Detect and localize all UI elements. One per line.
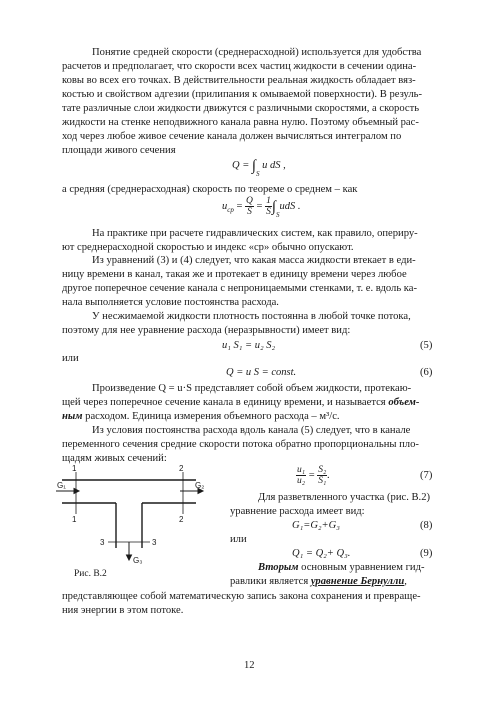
- para4-line2: поэтому для нее уравнение расхода (неразрывности) имеет вид:: [62, 325, 351, 336]
- equation-7: $\frac{\text{u₁}}{\text{u₂}}$ = $\frac{\text{S₂}}{\text{S₁}}$ .: [297, 465, 330, 486]
- equation-q-integral: [232, 158, 286, 178]
- equation-9-number: (9): [420, 548, 433, 559]
- para1-line4: костью и свойством адгезии (прилипания к омываемой поверхности). В резуль-: [62, 89, 423, 100]
- fraction-q-s: $\frac{Q}{S}$: [246, 196, 253, 217]
- label-g1: G₁: [57, 481, 66, 490]
- fraction-s2-s1: $\frac{\text{S₂}}{\text{S₁}}$: [318, 465, 327, 486]
- equation-6-number: (6): [420, 367, 433, 378]
- para1-line3: ковы во всех его точках. В действительности реальная жидкость обладает вяз-: [62, 75, 416, 86]
- equation-6: Q = u S = const.: [226, 367, 297, 378]
- label-section-2-top: 2: [179, 464, 184, 473]
- u-avg-lhs: u: [222, 200, 228, 212]
- para3-line4: нала выполняется условие постоянства расхода.: [62, 297, 279, 308]
- bernoulli-line: [230, 575, 407, 588]
- u-avg-body: udS .: [279, 200, 301, 212]
- equation-5-number: (5): [420, 340, 433, 351]
- integral-subscript-2: S: [275, 210, 280, 219]
- figure-branch-channel: [56, 462, 206, 572]
- integral-subscript: S: [256, 170, 260, 178]
- second-eq-rest: основным уравнением гид-: [298, 562, 425, 573]
- para6-line2: переменного сечения средние скорости потока обратно пропорциональны пло-: [62, 439, 419, 450]
- para4-line1: У несжимаемой жидкости плотность постоянна в любой точке потока,: [92, 311, 411, 322]
- second-eq-bold: Вторым: [258, 562, 299, 573]
- para5-line1: Произведение Q = u·S представляет собой объем жидкости, протекаю-: [92, 383, 412, 394]
- eq-q-body: u dS ,: [262, 160, 286, 171]
- label-section-2-bottom: 2: [179, 515, 184, 524]
- para5-line3: [62, 410, 340, 423]
- equation-7-number: (7): [420, 470, 433, 481]
- ili-1: или: [62, 353, 79, 364]
- branch-text-line2: уравнение расхода имеет вид:: [230, 506, 365, 517]
- para3-line2: ницу времени в канал, такая же и протекает в единицу времени через любое: [62, 269, 407, 280]
- equation-u-avg: $u_{ср}$ = $\frac{Q}{S}$ = $\frac{1}{S}$ $\int_SudS$ .: [222, 196, 301, 219]
- label-section-1-top: 1: [72, 464, 77, 473]
- branch-text-line1: Для разветвленного участка (рис. В.2): [258, 492, 431, 503]
- u-avg-sub: ср: [227, 206, 234, 214]
- para1-line8: площади живого сечения: [62, 145, 176, 156]
- bernoulli-pre: равлики является: [230, 576, 311, 587]
- figure-caption: Рис. В.2: [74, 569, 107, 579]
- para5-line2: [62, 396, 419, 409]
- para2-line2: ют среднерасходной скоростью и индекс «ср» обычно опускают.: [62, 242, 354, 253]
- para1-line1: Понятие средней скорости (среднерасходной) используется для удобства: [92, 47, 422, 58]
- equation-8: G₁=G₂+G₃: [292, 520, 340, 531]
- para1-line6: жидкости на стенке неподвижного канала равна нулю. Поэтому объемный рас-: [62, 117, 419, 128]
- fraction-1-s: $\frac{1}{S}$: [266, 196, 271, 217]
- final-line2: ния энергии в этом потоке.: [62, 605, 184, 616]
- para5-bold-term-2: ным: [62, 411, 83, 422]
- page-number: 12: [244, 660, 255, 671]
- label-section-3-right: 3: [152, 538, 157, 547]
- para6-line3: щадям живых сечений:: [62, 453, 167, 464]
- para1-line2: расчетов и предполагает, что скорости всех частиц жидкости в сечении одина-: [62, 61, 417, 72]
- para5-line3-text: расходом. Единица измерения объемного расхода – м³/с.: [82, 411, 340, 422]
- para3-line3: другое поперечное сечение канала с непроницаемыми стенками, т. е. вдоль ка-: [62, 283, 418, 294]
- fraction-u1-u2: $\frac{\text{u₁}}{\text{u₂}}$: [297, 465, 306, 486]
- para1-line5: тате различные слои жидкости движутся с различными скоростями, а скорость: [62, 103, 420, 114]
- integral-symbol-2: ∫: [271, 198, 276, 215]
- label-section-3-left: 3: [100, 538, 105, 547]
- equation-8-number: (8): [420, 520, 433, 531]
- para2-line1: На практике при расчете гидравлических систем, как правило, опериру-: [92, 228, 418, 239]
- para3-line1: Из уравнений (3) и (4) следует, что какая масса жидкости втекает в еди-: [92, 255, 416, 266]
- label-g2: G₂: [195, 481, 205, 490]
- second-eq-line: [258, 561, 425, 574]
- avg-intro-text: а средняя (среднерасходная) скорость по теореме о среднем – как: [62, 184, 358, 195]
- u-avg-eq: =: [236, 200, 243, 212]
- bernoulli-post: ,: [404, 576, 407, 587]
- equation-5: u₁ S₁ = u₂ S₂: [222, 340, 276, 351]
- integral-symbol: ∫: [251, 158, 257, 174]
- para6-line1: Из условия постоянства расхода вдоль канала (5) следует, что в канале: [92, 425, 411, 436]
- eq-q-lhs: Q =: [232, 160, 250, 171]
- equation-9: Q₁ = Q₂+ Q₃.: [292, 548, 351, 559]
- para5-bold-term-1: объем-: [388, 397, 420, 408]
- label-g3: G₃: [133, 556, 143, 565]
- label-section-1-bottom: 1: [72, 515, 77, 524]
- bernoulli-term: уравнение Бернулли: [310, 576, 405, 587]
- para5-line2-text: щей через поперечное сечение канала в единицу времени, и называется: [62, 397, 386, 408]
- para1-line7: ход через любое живое сечение канала должен вычисляться интегралом по: [62, 131, 402, 142]
- ili-2: или: [230, 534, 247, 545]
- final-line1: представляющее собой математическую запись закона сохранения и превраще-: [62, 591, 421, 602]
